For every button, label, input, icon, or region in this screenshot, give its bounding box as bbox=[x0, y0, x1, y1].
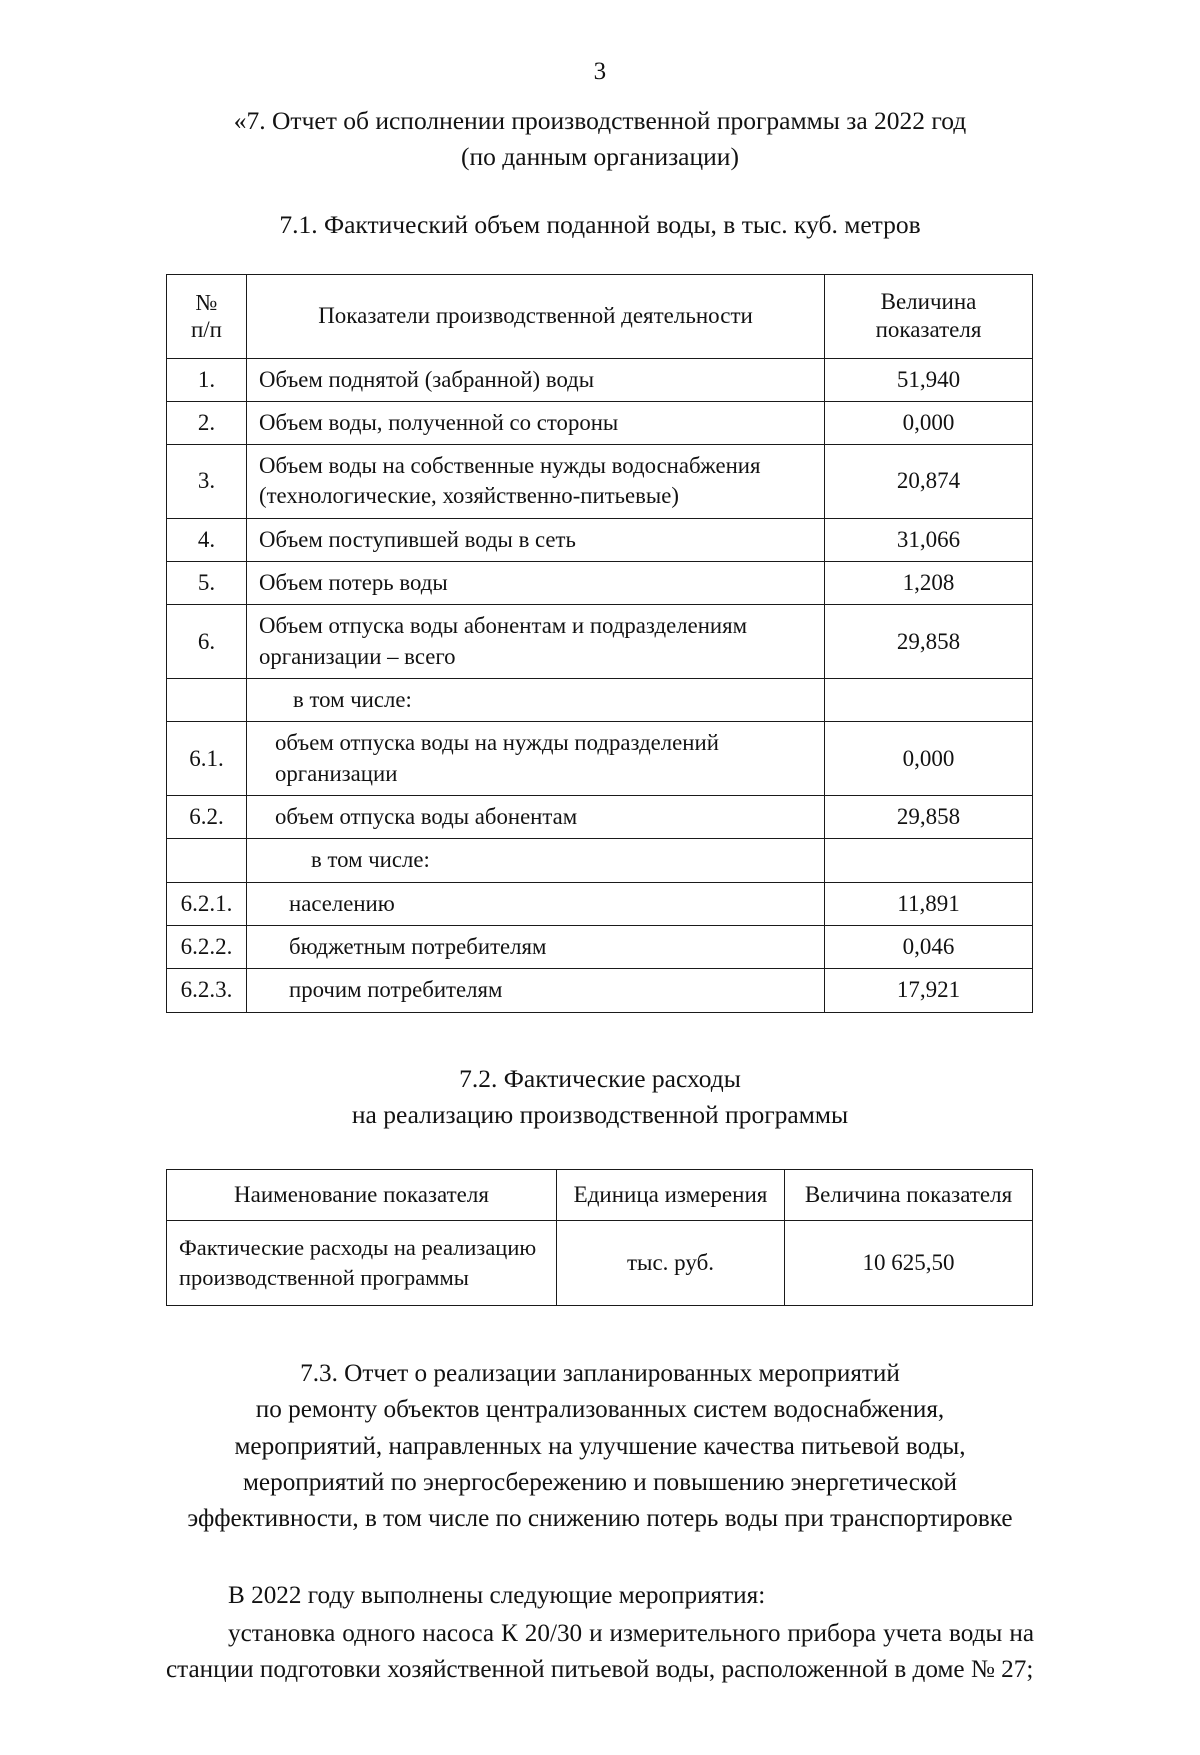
table-row bbox=[167, 401, 1033, 444]
section-73-title-line-2: по ремонту объектов централизованных систем водоснабжения, bbox=[255, 1396, 945, 1424]
document-title-line-1: «7. Отчет об исполнении производственной программы за 2022 год bbox=[233, 106, 967, 135]
row-value-cell: 31,066 bbox=[825, 518, 1033, 561]
row-value-cell bbox=[825, 679, 1033, 722]
row-unit-cell: тыс. руб. bbox=[557, 1220, 785, 1305]
row-number-cell: 1. bbox=[167, 358, 247, 401]
row-number-cell: 6.2. bbox=[167, 795, 247, 838]
header-cell-unit: Единица измерения bbox=[557, 1169, 785, 1220]
row-indicator-cell: объем отпуска воды на нужды подразделений организации bbox=[247, 722, 825, 796]
section-73-title-line-5: эффективности, в том числе по снижению потерь воды при транспортировке bbox=[187, 1505, 1013, 1533]
row-indicator-cell: населению bbox=[247, 882, 825, 925]
table-row bbox=[167, 882, 1033, 925]
table-row bbox=[167, 445, 1033, 519]
row-number-cell: 6.2.1. bbox=[167, 882, 247, 925]
row-number-cell bbox=[167, 839, 247, 882]
table-header-row bbox=[167, 275, 1033, 358]
table-row bbox=[167, 1220, 1033, 1305]
header-cell-indicator-name: Наименование показателя bbox=[167, 1169, 557, 1220]
table-row bbox=[167, 518, 1033, 561]
table-row bbox=[167, 795, 1033, 838]
row-number-cell: 5. bbox=[167, 562, 247, 605]
row-indicator-cell: в том числе: bbox=[247, 839, 825, 882]
row-number-cell: 6.2.3. bbox=[167, 969, 247, 1012]
row-indicator-cell: Объем отпуска воды абонентам и подразделениям организации – всего bbox=[247, 605, 825, 679]
row-value-cell: 10 625,50 bbox=[785, 1220, 1033, 1305]
section-72-title-line-2: на реализацию производственной программы bbox=[351, 1099, 849, 1129]
row-value-cell: 51,940 bbox=[825, 358, 1033, 401]
row-number-cell: 3. bbox=[167, 445, 247, 519]
table-row bbox=[167, 925, 1033, 968]
row-value-cell: 29,858 bbox=[825, 605, 1033, 679]
document-title-line-2: (по данным организации) bbox=[461, 142, 739, 172]
table-row bbox=[167, 722, 1033, 796]
table-water-volume bbox=[166, 274, 1033, 1012]
header-number-abbr: п/п bbox=[190, 317, 222, 343]
row-indicator-cell: Объем поступившей воды в сеть bbox=[247, 518, 825, 561]
document-title bbox=[0, 103, 1200, 175]
row-value-cell: 0,000 bbox=[825, 722, 1033, 796]
row-indicator-cell: Фактические расходы на реализацию производственной программы bbox=[167, 1220, 557, 1305]
row-number-cell: 6. bbox=[167, 605, 247, 679]
section-73-title-line-3: мероприятий, направленных на улучшение качества питьевой воды, bbox=[234, 1432, 966, 1460]
table-row bbox=[167, 562, 1033, 605]
row-number-cell bbox=[167, 679, 247, 722]
document-page bbox=[0, 58, 1200, 1755]
table-row bbox=[167, 358, 1033, 401]
page-number: 3 bbox=[593, 58, 607, 85]
row-indicator-cell: в том числе: bbox=[247, 679, 825, 722]
section-72-title-line-1: 7.2. Фактические расходы bbox=[459, 1063, 741, 1093]
table-row bbox=[167, 605, 1033, 679]
row-indicator-cell: объем отпуска воды абонентам bbox=[247, 795, 825, 838]
section-73-title-line-4: мероприятий по энергосбережению и повышению энергетической bbox=[242, 1469, 958, 1497]
header-number-symbol: № bbox=[195, 289, 218, 315]
row-value-cell bbox=[825, 839, 1033, 882]
row-value-cell: 1,208 bbox=[825, 562, 1033, 605]
table-body bbox=[167, 358, 1033, 1012]
header-cell-indicator: Показатели производственной деятельности bbox=[247, 275, 825, 358]
row-value-cell: 17,921 bbox=[825, 969, 1033, 1012]
row-indicator-cell: Объем воды на собственные нужды водоснабжения (технологические, хозяйственно-питьевые) bbox=[247, 445, 825, 519]
header-cell-number bbox=[167, 275, 247, 358]
table-row bbox=[167, 679, 1033, 722]
row-number-cell: 4. bbox=[167, 518, 247, 561]
section-71-title: 7.1. Фактический объем поданной воды, в тыс. куб. метров bbox=[279, 210, 921, 240]
table-row bbox=[167, 969, 1033, 1012]
row-value-cell: 0,000 bbox=[825, 401, 1033, 444]
section-72-title bbox=[0, 1061, 1200, 1133]
row-indicator-cell: прочим потребителям bbox=[247, 969, 825, 1012]
table-row bbox=[167, 839, 1033, 882]
header-cell-value: Величина показателя bbox=[825, 275, 1033, 358]
section-73-title bbox=[166, 1356, 1034, 1537]
row-value-cell: 29,858 bbox=[825, 795, 1033, 838]
row-value-cell: 20,874 bbox=[825, 445, 1033, 519]
measures-paragraph: установка одного насоса К 20/30 и измерительного прибора учета воды на станции подготовки хозяйственной питьевой воды, расположенной в доме № 27; bbox=[166, 1619, 1034, 1684]
row-value-cell: 0,046 bbox=[825, 925, 1033, 968]
row-number-cell: 2. bbox=[167, 401, 247, 444]
table-body bbox=[167, 1220, 1033, 1305]
row-number-cell: 6.2.2. bbox=[167, 925, 247, 968]
header-cell-value: Величина показателя bbox=[785, 1169, 1033, 1220]
section-73-title-line-1: 7.3. Отчет о реализации запланированных мероприятий bbox=[300, 1360, 900, 1388]
row-value-cell: 11,891 bbox=[825, 882, 1033, 925]
row-indicator-cell: Объем поднятой (забранной) воды bbox=[247, 358, 825, 401]
row-indicator-cell: Объем воды, полученной со стороны bbox=[247, 401, 825, 444]
intro-paragraph: В 2022 году выполнены следующие мероприятия: bbox=[228, 1581, 766, 1609]
row-indicator-cell: Объем потерь воды bbox=[247, 562, 825, 605]
row-number-cell: 6.1. bbox=[167, 722, 247, 796]
table-header-row bbox=[167, 1169, 1033, 1220]
row-indicator-cell: бюджетным потребителям bbox=[247, 925, 825, 968]
table-actual-costs bbox=[166, 1169, 1033, 1306]
